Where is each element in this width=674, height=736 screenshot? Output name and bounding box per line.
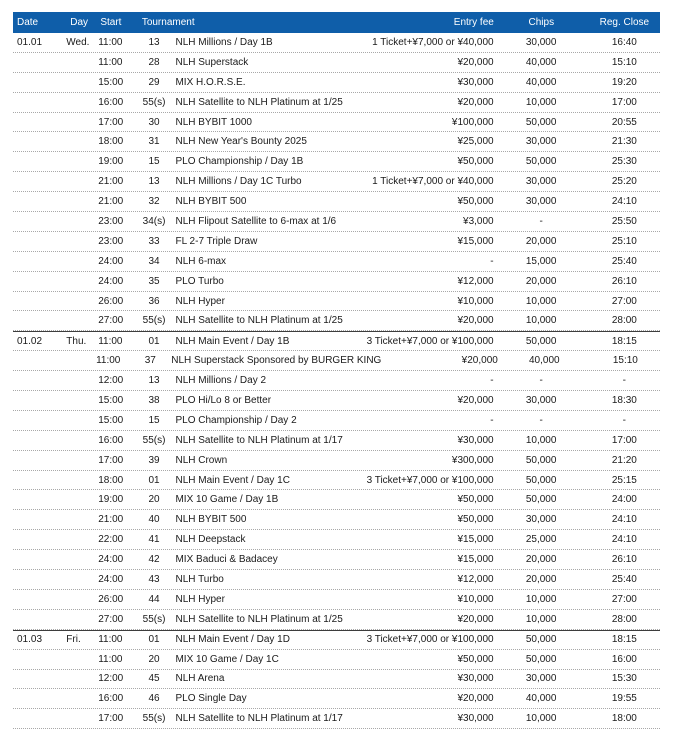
cell-entry-fee: 1 Ticket+¥7,000 or ¥40,000: [372, 176, 494, 188]
cell-tournament-no: 55(s): [142, 713, 166, 725]
cell-tournament-no: 01: [148, 474, 160, 486]
cell-entry-fee: -: [490, 414, 494, 426]
cell-tournament-name: NLH Satellite to NLH Platinum at 1/17: [175, 434, 343, 446]
cell-entry-fee: ¥12,000: [457, 573, 494, 585]
cell-tournament-no: 13: [148, 375, 160, 387]
cell-chips: 40,000: [525, 693, 557, 705]
cell-start: 15:00: [98, 414, 124, 426]
cell-reg-close: -: [622, 375, 627, 387]
cell-start: 11:00: [98, 634, 123, 646]
cell-start: 16:00: [98, 96, 124, 108]
table-row: [13, 172, 660, 192]
table-row: [13, 391, 660, 411]
cell-entry-fee: ¥20,000: [461, 355, 498, 367]
cell-tournament-no: 01: [148, 634, 160, 646]
cell-start: 17:00: [98, 713, 124, 725]
cell-tournament-name: PLO Single Day: [175, 693, 247, 705]
cell-chips: 25,000: [525, 534, 557, 546]
cell-date: 01.01: [17, 36, 43, 48]
cell-tournament-name: NLH Millions / Day 2: [175, 375, 267, 387]
cell-chips: -: [539, 215, 543, 227]
cell-tournament-no: 13: [148, 36, 160, 48]
cell-entry-fee: ¥12,000: [457, 275, 494, 287]
cell-start: 24:00: [98, 573, 124, 585]
cell-start: 26:00: [98, 295, 124, 307]
cell-chips: -: [539, 375, 543, 387]
cell-entry-fee: ¥50,000: [457, 514, 494, 526]
cell-start: 11:00: [96, 355, 121, 367]
cell-tournament-name: NLH Main Event / Day 1C: [175, 474, 290, 486]
cell-start: 16:00: [98, 434, 124, 446]
cell-chips: 20,000: [525, 573, 557, 585]
table-row: [13, 610, 660, 630]
table-row: [13, 570, 660, 590]
cell-tournament-no: 29: [148, 76, 160, 88]
cell-tournament-no: 39: [148, 454, 160, 466]
cell-reg-close: 24:10: [611, 196, 637, 208]
cell-tournament-name: MIX 10 Game / Day 1B: [175, 494, 279, 506]
cell-tournament-no: 55(s): [142, 434, 166, 446]
cell-start: 19:00: [98, 494, 124, 506]
cell-tournament-name: MIX Baduci & Badacey: [175, 554, 278, 566]
cell-chips: -: [539, 414, 543, 426]
cell-start: 11:00: [98, 335, 123, 347]
cell-day: Thu.: [66, 335, 87, 347]
cell-entry-fee: ¥15,000: [457, 534, 494, 546]
cell-start: 12:00: [98, 375, 124, 387]
table-row: [13, 113, 660, 133]
cell-tournament-name: NLH Satellite to NLH Platinum at 1/17: [175, 713, 343, 725]
cell-start: 15:00: [98, 76, 124, 88]
cell-chips: 10,000: [525, 96, 557, 108]
cell-tournament-no: 34: [148, 255, 160, 267]
cell-chips: 50,000: [525, 634, 557, 646]
cell-start: 21:00: [98, 514, 124, 526]
cell-entry-fee: ¥30,000: [457, 673, 494, 685]
cell-start: 18:00: [98, 474, 124, 486]
cell-tournament-no: 13: [148, 176, 160, 188]
cell-reg-close: 18:30: [611, 394, 637, 406]
cell-tournament-no: 36: [148, 295, 160, 307]
cell-reg-close: 25:40: [611, 255, 637, 267]
cell-reg-close: 24:10: [611, 534, 637, 546]
cell-tournament-name: NLH Millions / Day 1C Turbo: [175, 176, 302, 188]
cell-entry-fee: 3 Ticket+¥7,000 or ¥100,000: [366, 474, 494, 486]
cell-tournament-no: 01: [148, 335, 160, 347]
cell-start: 27:00: [98, 315, 124, 327]
table-row: [13, 93, 660, 113]
cell-entry-fee: -: [490, 375, 494, 387]
cell-tournament-name: NLH Hyper: [175, 295, 225, 307]
cell-entry-fee: ¥15,000: [457, 235, 494, 247]
cell-reg-close: 19:20: [611, 76, 637, 88]
header-tournament: Tournament: [141, 17, 195, 28]
cell-tournament-no: 37: [144, 355, 156, 367]
cell-tournament-no: 55(s): [142, 96, 166, 108]
cell-entry-fee: ¥10,000: [457, 593, 494, 605]
cell-start: 23:00: [98, 215, 124, 227]
cell-day: Fri.: [66, 634, 81, 646]
cell-tournament-name: NLH BYBIT 500: [175, 514, 247, 526]
cell-chips: 30,000: [525, 196, 557, 208]
table-row: [13, 689, 660, 709]
cell-entry-fee: ¥20,000: [457, 96, 494, 108]
cell-chips: 50,000: [525, 156, 557, 168]
table-row: [13, 311, 660, 331]
cell-entry-fee: 3 Ticket+¥7,000 or ¥100,000: [366, 634, 494, 646]
cell-reg-close: 20:55: [611, 116, 637, 128]
cell-reg-close: 16:40: [611, 36, 637, 48]
table-row: [13, 530, 660, 550]
cell-tournament-name: NLH Satellite to NLH Platinum at 1/25: [175, 613, 343, 625]
cell-reg-close: 26:10: [611, 554, 637, 566]
table-row: [13, 331, 660, 351]
cell-entry-fee: ¥20,000: [457, 315, 494, 327]
cell-tournament-no: 30: [148, 116, 160, 128]
table-row: [13, 431, 660, 451]
cell-entry-fee: ¥20,000: [457, 693, 494, 705]
cell-start: 21:00: [98, 176, 124, 188]
cell-tournament-name: MIX H.O.R.S.E.: [175, 76, 246, 88]
cell-reg-close: 15:10: [612, 355, 638, 367]
cell-start: 17:00: [98, 116, 124, 128]
cell-reg-close: 25:30: [611, 156, 637, 168]
cell-tournament-name: NLH BYBIT 500: [175, 196, 247, 208]
cell-tournament-name: PLO Turbo: [175, 275, 224, 287]
cell-reg-close: 18:00: [611, 713, 637, 725]
cell-tournament-no: 31: [148, 136, 160, 148]
cell-start: 11:00: [98, 36, 123, 48]
table-row: [13, 709, 660, 729]
header-entry-fee: Entry fee: [453, 17, 494, 28]
cell-entry-fee: 1 Ticket+¥7,000 or ¥40,000: [372, 36, 494, 48]
table-row: [13, 550, 660, 570]
cell-start: 27:00: [98, 613, 124, 625]
cell-chips: 10,000: [525, 315, 557, 327]
cell-start: 18:00: [98, 136, 124, 148]
cell-start: 11:00: [98, 56, 123, 68]
table-row: [13, 451, 660, 471]
cell-chips: 15,000: [525, 255, 557, 267]
cell-chips: 50,000: [525, 335, 557, 347]
cell-tournament-name: PLO Hi/Lo 8 or Better: [175, 394, 272, 406]
table-row: [13, 53, 660, 73]
table-row: [13, 33, 660, 53]
cell-tournament-no: 20: [148, 653, 160, 665]
table-row: [13, 73, 660, 93]
cell-reg-close: 15:10: [611, 56, 637, 68]
cell-tournament-name: MIX 10 Game / Day 1C: [175, 653, 279, 665]
cell-chips: 50,000: [525, 474, 557, 486]
cell-chips: 10,000: [525, 613, 557, 625]
cell-reg-close: 16:00: [611, 653, 637, 665]
cell-chips: 50,000: [525, 653, 557, 665]
cell-tournament-no: 45: [148, 673, 160, 685]
cell-entry-fee: ¥30,000: [457, 434, 494, 446]
table-row: [13, 351, 660, 371]
table-row: [13, 292, 660, 312]
cell-tournament-name: NLH 6-max: [175, 255, 227, 267]
cell-start: 24:00: [98, 255, 124, 267]
cell-reg-close: 21:30: [611, 136, 637, 148]
cell-tournament-no: 43: [148, 573, 160, 585]
cell-chips: 50,000: [525, 454, 557, 466]
header-reg-close: Reg. Close: [599, 17, 650, 28]
cell-reg-close: 18:15: [611, 335, 637, 347]
cell-entry-fee: ¥10,000: [457, 295, 494, 307]
cell-reg-close: 25:10: [611, 235, 637, 247]
cell-chips: 30,000: [525, 394, 557, 406]
cell-reg-close: 17:00: [611, 96, 637, 108]
cell-chips: 40,000: [525, 76, 557, 88]
cell-start: 22:00: [98, 534, 124, 546]
cell-tournament-no: 40: [148, 514, 160, 526]
cell-reg-close: 26:10: [611, 275, 637, 287]
cell-tournament-name: PLO Championship / Day 1B: [175, 156, 304, 168]
cell-entry-fee: ¥50,000: [457, 494, 494, 506]
cell-tournament-no: 35: [148, 275, 160, 287]
cell-entry-fee: ¥15,000: [457, 554, 494, 566]
cell-tournament-no: 20: [148, 494, 160, 506]
table-row: [13, 490, 660, 510]
cell-entry-fee: -: [490, 255, 494, 267]
cell-start: 16:00: [98, 693, 124, 705]
cell-chips: 40,000: [528, 355, 560, 367]
cell-tournament-name: PLO Championship / Day 2: [175, 414, 297, 426]
cell-chips: 10,000: [525, 593, 557, 605]
cell-chips: 50,000: [525, 116, 557, 128]
schedule-table: [13, 12, 660, 729]
cell-tournament-name: FL 2-7 Triple Draw: [175, 235, 258, 247]
cell-tournament-name: NLH Main Event / Day 1B: [175, 335, 290, 347]
cell-chips: 10,000: [525, 713, 557, 725]
cell-tournament-name: NLH New Year's Bounty 2025: [175, 136, 307, 148]
cell-tournament-no: 46: [148, 693, 160, 705]
cell-chips: 20,000: [525, 275, 557, 287]
table-row: [13, 272, 660, 292]
cell-day: Wed.: [66, 36, 90, 48]
cell-start: 23:00: [98, 235, 124, 247]
cell-tournament-no: 55(s): [142, 315, 166, 327]
cell-entry-fee: ¥30,000: [457, 713, 494, 725]
cell-tournament-name: NLH Satellite to NLH Platinum at 1/25: [175, 96, 343, 108]
cell-entry-fee: ¥50,000: [457, 196, 494, 208]
cell-entry-fee: ¥3,000: [463, 215, 494, 227]
table-row: [13, 471, 660, 491]
cell-reg-close: 15:30: [611, 673, 637, 685]
cell-entry-fee: ¥25,000: [457, 136, 494, 148]
table-row: [13, 192, 660, 212]
cell-start: 12:00: [98, 673, 124, 685]
cell-chips: 50,000: [525, 494, 557, 506]
table-row: [13, 510, 660, 530]
cell-tournament-name: NLH Flipout Satellite to 6-max at 1/6: [175, 215, 337, 227]
cell-chips: 20,000: [525, 235, 557, 247]
cell-tournament-name: NLH Turbo: [175, 573, 224, 585]
cell-reg-close: 25:50: [611, 215, 637, 227]
cell-start: 24:00: [98, 275, 124, 287]
cell-chips: 30,000: [525, 36, 557, 48]
cell-tournament-name: NLH Millions / Day 1B: [175, 36, 273, 48]
cell-tournament-name: NLH Satellite to NLH Platinum at 1/25: [175, 315, 343, 327]
table-body: [13, 33, 660, 729]
header-start: Start: [100, 17, 122, 28]
cell-start: 24:00: [98, 554, 124, 566]
cell-chips: 30,000: [525, 673, 557, 685]
cell-chips: 30,000: [525, 136, 557, 148]
cell-reg-close: 18:15: [611, 634, 637, 646]
cell-tournament-name: NLH BYBIT 1000: [175, 116, 252, 128]
cell-tournament-no: 41: [148, 534, 160, 546]
cell-reg-close: 17:00: [611, 434, 637, 446]
cell-entry-fee: ¥50,000: [457, 156, 494, 168]
cell-reg-close: 25:40: [611, 573, 637, 585]
cell-chips: 10,000: [525, 295, 557, 307]
cell-chips: 10,000: [525, 434, 557, 446]
cell-tournament-no: 32: [148, 196, 160, 208]
cell-start: 15:00: [98, 394, 124, 406]
cell-tournament-name: NLH Superstack: [175, 56, 249, 68]
cell-start: 11:00: [98, 653, 123, 665]
table-header: [13, 12, 660, 33]
cell-tournament-name: NLH Arena: [175, 673, 225, 685]
cell-tournament-name: NLH Crown: [175, 454, 228, 466]
table-row: [13, 590, 660, 610]
cell-tournament-no: 15: [148, 156, 160, 168]
cell-tournament-name: NLH Superstack Sponsored by BURGER KING: [171, 355, 382, 367]
cell-chips: 30,000: [525, 514, 557, 526]
cell-date: 01.03: [17, 634, 43, 646]
cell-reg-close: 25:20: [611, 176, 637, 188]
cell-tournament-name: NLH Main Event / Day 1D: [175, 634, 290, 646]
table-row: [13, 411, 660, 431]
table-row: [13, 252, 660, 272]
cell-entry-fee: ¥50,000: [457, 653, 494, 665]
header-day: Day: [70, 17, 89, 28]
table-row: [13, 212, 660, 232]
table-row: [13, 232, 660, 252]
cell-entry-fee: ¥300,000: [451, 454, 494, 466]
table-row: [13, 670, 660, 690]
table-row: [13, 132, 660, 152]
cell-start: 17:00: [98, 454, 124, 466]
cell-tournament-no: 44: [148, 593, 160, 605]
cell-start: 21:00: [98, 196, 124, 208]
cell-reg-close: 27:00: [611, 593, 637, 605]
cell-tournament-no: 38: [148, 394, 160, 406]
table-row: [13, 152, 660, 172]
cell-entry-fee: ¥20,000: [457, 56, 494, 68]
cell-reg-close: -: [622, 414, 627, 426]
cell-tournament-no: 28: [148, 56, 160, 68]
cell-entry-fee: ¥30,000: [457, 76, 494, 88]
cell-chips: 30,000: [525, 176, 557, 188]
cell-reg-close: 27:00: [611, 295, 637, 307]
cell-reg-close: 21:20: [611, 454, 637, 466]
table-row: [13, 630, 660, 650]
cell-date: 01.02: [17, 335, 43, 347]
cell-tournament-no: 42: [148, 554, 160, 566]
cell-tournament-name: NLH Deepstack: [175, 534, 246, 546]
cell-reg-close: 25:15: [611, 474, 637, 486]
cell-chips: 40,000: [525, 56, 557, 68]
cell-reg-close: 24:10: [611, 514, 637, 526]
cell-entry-fee: ¥20,000: [457, 613, 494, 625]
cell-reg-close: 24:00: [611, 494, 637, 506]
cell-tournament-no: 15: [148, 414, 160, 426]
cell-entry-fee: ¥100,000: [451, 116, 494, 128]
cell-reg-close: 28:00: [611, 613, 637, 625]
cell-entry-fee: ¥20,000: [457, 394, 494, 406]
cell-chips: 20,000: [525, 554, 557, 566]
cell-start: 26:00: [98, 593, 124, 605]
cell-reg-close: 19:55: [611, 693, 637, 705]
cell-reg-close: 28:00: [611, 315, 637, 327]
table-row: [13, 371, 660, 391]
cell-entry-fee: 3 Ticket+¥7,000 or ¥100,000: [366, 335, 494, 347]
cell-tournament-no: 33: [148, 235, 160, 247]
cell-start: 19:00: [98, 156, 124, 168]
cell-tournament-name: NLH Hyper: [175, 593, 225, 605]
header-date: Date: [17, 17, 39, 28]
header-chips: Chips: [528, 17, 555, 28]
cell-tournament-no: 34(s): [142, 215, 166, 227]
cell-tournament-no: 55(s): [142, 613, 166, 625]
table-row: [13, 650, 660, 670]
